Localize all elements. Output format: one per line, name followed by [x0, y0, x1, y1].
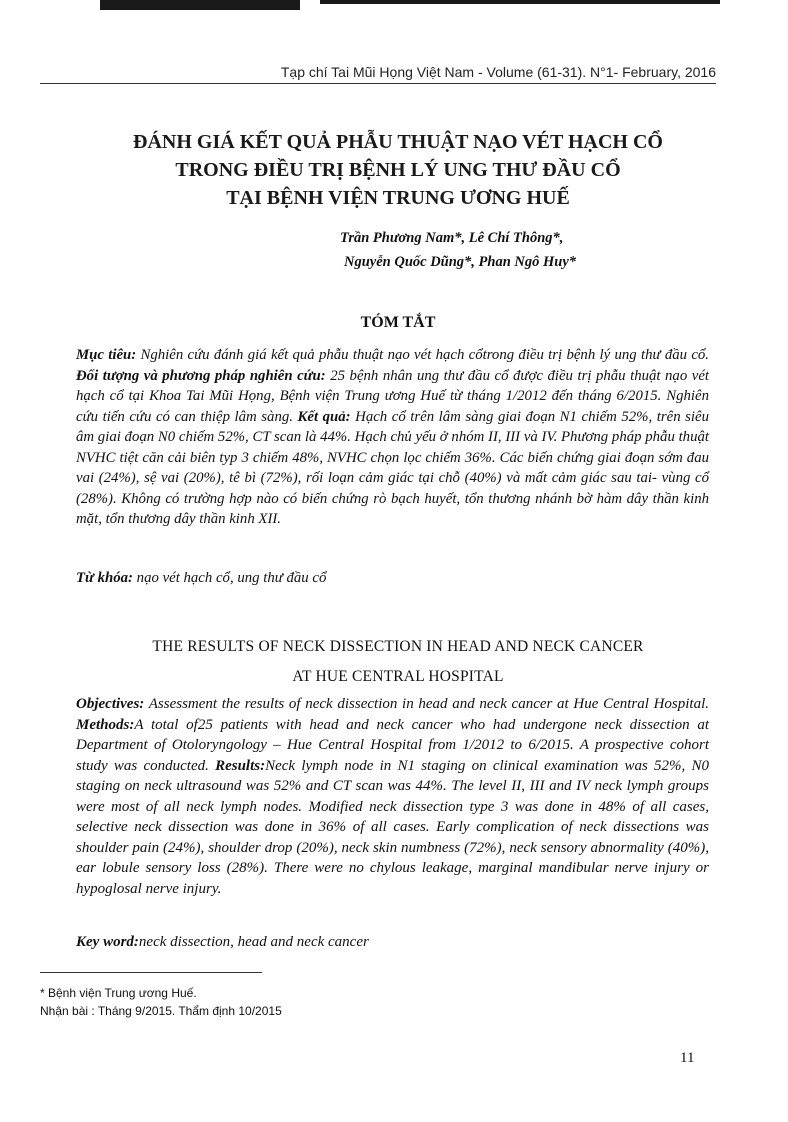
author-line: Nguyễn Quốc Dũng*, Phan Ngô Huy*	[344, 254, 577, 270]
methods-label: Methods:	[76, 716, 135, 733]
objective-label: Objectives:	[76, 696, 145, 712]
methods-text: 25 bệnh nhân ung thư đầu cổ được điều trị phẫu thuật nạo vét hạch cổ tại Khoa Tai Mũi Họng, Bệnh viện Trung ương Huế từ tháng 1/2012 đến tháng 6/2015. Nghiên cứu tiến cứu có can thiệp lâm sàng.	[76, 367, 709, 425]
methods-text: A total of25 patients with head and neck cancer who had undergone neck dissection at Department of Otoloryngology – Hue Central Hospital from 1/2012 to 6/2015. A prospective cohort study was conducted.	[76, 716, 709, 774]
header-divider	[40, 83, 716, 84]
scan-artifact	[100, 0, 300, 10]
keywords-label: Từ khóa:	[76, 570, 133, 586]
title-line: ĐÁNH GIÁ KẾT QUẢ PHẪU THUẬT NẠO VÉT HẠCH CỔ	[133, 131, 663, 153]
en-abstract	[76, 694, 709, 899]
received-note: Nhận bài : Tháng 9/2015. Thẩm định 10/2015	[40, 1004, 282, 1018]
title-line: AT HUE CENTRAL HOSPITAL	[292, 668, 504, 685]
objective-text: Assessment the results of neck dissection in head and neck cancer at Hue Central Hospital.	[148, 696, 710, 712]
author-line: Trần Phương Nam*, Lê Chí Thông*,	[340, 230, 564, 246]
footnote	[40, 984, 440, 1020]
affiliation-note: * Bệnh viện Trung ương Huế.	[40, 986, 197, 1000]
title-line: TẠI BỆNH VIỆN TRUNG ƯƠNG HUẾ	[226, 187, 570, 209]
results-text: Hạch cổ trên lâm sàng giai đoạn N1 chiếm 52%, trên siêu âm giai đoạn N0 chiếm 52%, CT scan là 44%. Hạch chủ yếu ở nhóm II, III và IV. Phương pháp phẫu thuật NVHC tiệt căn cải biên typ 3 chiếm 48%, NVHC chọn lọc chiếm 36%. Các biến chứng giai đoạn sớm đau vai (24%), sệ vai (20%), tê bì (72%), rối loạn cảm giác tại chỗ (40%) và mất cảm giác sau tai- vùng cổ (28%). Không có trường hợp nào có biến chứng rò bạch huyết, tổn thương nhánh bờ hàm dây thần kinh mặt, tổn thương dây thần kinh XII.	[76, 408, 709, 527]
results-text: Neck lymph node in N1 staging on clinical examination was 52%, N0 staging on neck ultrasound was 52% and CT scan was 44%. The level II, III and IV neck lymph groups were most of all neck lymph nodes. Modified neck dissection type 3 was done in 48% of all cases, selective neck dissection was done in 36% of all cases. Early complication of neck dissections was shoulder pain (24%), shoulder drop (20%), neck skin numbness (72%), neck sensory abnormality (40%), ear lobule sensory loss (28%). There were no chylous leakage, marginal mandibular nerve injury or hypoglosal nerve injury.	[76, 757, 709, 897]
keywords-text: nạo vét hạch cổ, ung thư đầu cổ	[136, 570, 327, 586]
results-label: Kết quả:	[297, 408, 351, 425]
vn-abstract	[76, 345, 709, 530]
vn-abstract-heading: TÓM TẮT	[360, 314, 436, 331]
objective-text: Nghiên cứu đánh giá kết quả phẫu thuật nạo vét hạch cổtrong điều trị bệnh lý ung thư đầu cổ.	[140, 347, 709, 363]
title-line: THE RESULTS OF NECK DISSECTION IN HEAD AND NECK CANCER	[152, 638, 644, 655]
author-list	[340, 226, 700, 274]
scan-artifact	[320, 0, 720, 4]
en-keywords	[76, 932, 709, 953]
vn-keywords	[76, 568, 709, 589]
english-title	[40, 632, 756, 692]
keywords-label: Key word:	[76, 934, 139, 950]
methods-label: Đối tượng và phương pháp nghiên cứu:	[76, 367, 326, 384]
objective-label: Mục tiêu:	[76, 347, 137, 363]
footnote-divider	[40, 972, 262, 973]
keywords-text: neck dissection, head and neck cancer	[138, 934, 369, 950]
journal-header: Tạp chí Tai Mũi Họng Việt Nam - Volume (61-31). N°1- February, 2016	[280, 64, 716, 80]
results-label: Results:	[215, 757, 266, 774]
title-line: TRONG ĐIỀU TRỊ BỆNH LÝ UNG THƯ ĐẦU CỔ	[175, 159, 621, 181]
article-title	[40, 128, 756, 212]
page-number: 11	[680, 1050, 695, 1066]
